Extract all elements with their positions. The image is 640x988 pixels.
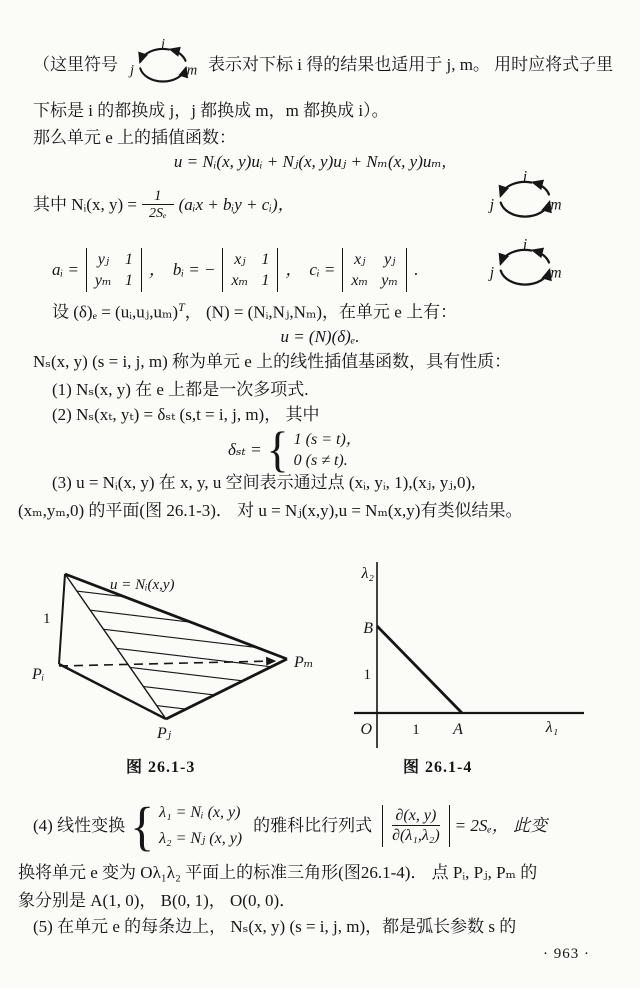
- point-b-label: B: [363, 620, 373, 637]
- cyclic-permutation-icon: [483, 235, 567, 299]
- det-cell: 1: [261, 271, 270, 289]
- delta-vector-line: [52, 300, 457, 323]
- cyclic-permutation-icon: [124, 35, 202, 95]
- formula-u-N-delta: u = (N)(δ)ₑ.: [280, 327, 360, 346]
- det-cell: 1: [124, 271, 133, 289]
- figure-26-1-4: [352, 556, 638, 754]
- tetrahedron-edges: [59, 574, 287, 719]
- formula-interpolation: u = Nᵢ(x, y)uᵢ + Nⱼ(x, y)uⱼ + Nₘ(x, y)uₘ,: [173, 152, 447, 171]
- vertex-label-pi: Pᵢ: [32, 666, 45, 683]
- det-b-lhs: bᵢ = −: [172, 260, 216, 280]
- height-label: 1: [43, 611, 51, 627]
- cycle-label-i: i: [522, 236, 528, 254]
- formula-determinants: [52, 240, 418, 300]
- intro-line2: 下标是 i 的都换成 j，j 都换成 m，m 都换成 i）。: [33, 101, 389, 120]
- det-cell: 1: [261, 250, 270, 268]
- intro-line3: 那么单元 e 上的插值函数：: [33, 128, 237, 147]
- det-cell: xⱼ: [354, 250, 366, 268]
- det-cell: xₘ: [351, 271, 369, 289]
- fraction-denominator: 2Sₑ: [142, 204, 174, 222]
- property-2: (2) Nₛ(xₜ, yₜ) = δₛₜ (s,t = i, j, m)， 其中: [52, 405, 320, 424]
- property-3-line1: (3) u = Nᵢ(x, y) 在 x, y, u 空间表示通过点 (xᵢ, yᵢ, 1),(xⱼ, yⱼ,0),: [52, 473, 476, 492]
- det-cell: yⱼ: [384, 250, 396, 268]
- jacobian-determinant: [382, 805, 450, 848]
- det-cell: 1: [124, 250, 133, 268]
- cycle-label-j: j: [130, 62, 135, 79]
- cycle-label-i: i: [160, 36, 166, 53]
- det-c-lhs: cᵢ =: [309, 260, 336, 280]
- fraction-1-over-2Se: [142, 188, 174, 223]
- plane-equation-label: u = Nᵢ(x,y): [110, 577, 175, 593]
- jacobian-denominator: ∂(λ₁,λ₂): [392, 827, 440, 844]
- vertex-label-pm: Pₘ: [294, 654, 314, 671]
- property-1: (1) Nₛ(x, y) 在 e 上都是一次多项式.: [52, 380, 309, 399]
- delta-case-1: 1 (s = t)，: [293, 431, 362, 448]
- formula-ni-suffix: (aᵢx + bᵢy + cᵢ)，: [178, 195, 295, 215]
- det-separator: ，: [285, 260, 303, 280]
- page-number: · 963 ·: [543, 946, 590, 962]
- property-4-line1: [33, 793, 547, 859]
- property-4-line3: 象分别是 A(1, 0)， B(0, 1)， O(0, 0)．: [18, 891, 297, 910]
- det-cell: yₘ: [381, 271, 399, 289]
- formula-ni: [33, 181, 295, 229]
- delta-line-post: ， (N) = (Nᵢ,Nⱼ,Nₘ)，在单元 e 上有：: [184, 302, 458, 322]
- jacobian-numerator: ∂(x, y): [395, 806, 437, 824]
- det-b-matrix: [222, 248, 278, 292]
- figure-3-caption: 图 26.1-3: [126, 759, 196, 776]
- x-tick-1: 1: [412, 722, 420, 738]
- intro-line1-prefix: （这里符号: [33, 55, 118, 75]
- det-a-lhs: aᵢ =: [52, 260, 79, 280]
- left-brace: {: [266, 422, 289, 478]
- cycle-label-j: j: [489, 264, 495, 282]
- kronecker-delta-definition: [228, 424, 362, 476]
- delta-cases: [294, 429, 362, 471]
- point-a-label: A: [453, 721, 463, 738]
- figure-4-caption: 图 26.1-4: [403, 759, 473, 776]
- delta-line-pre: 设 (δ)ₑ = (uᵢ,uⱼ,uₘ): [52, 302, 179, 322]
- fraction-numerator: 1: [154, 187, 162, 204]
- det-period: .: [414, 260, 419, 280]
- prop4-suffix: = 2Sₑ， 此变: [454, 816, 548, 836]
- det-a-matrix: [86, 248, 142, 292]
- delta-def-lhs: δₛₜ =: [228, 440, 262, 460]
- transform-case-2: λ₂ = Nⱼ (x, y): [159, 830, 243, 847]
- property-3-line2: (xₘ,yₘ,0) 的平面(图 26.1-3)． 对 u = Nⱼ(x,y),u = Nₘ(x,y)有类似结果。: [18, 501, 523, 520]
- y-axis-label: λ₂: [361, 565, 374, 582]
- transform-case-1: λ₁ = Nᵢ (x, y): [159, 804, 241, 821]
- delta-case-2: 0 (s ≠ t).: [293, 452, 348, 469]
- y-tick-1: 1: [363, 667, 371, 683]
- left-brace: {: [130, 795, 155, 856]
- cyclic-permutation-icon: [483, 167, 567, 231]
- intro-line1: [33, 34, 613, 96]
- property-4-line2: 换将单元 e 变为 Oλ₁λ₂ 平面上的标准三角形(图26.1-4)． 点 Pᵢ, Pⱼ, Pₘ 的: [18, 863, 538, 882]
- cycle-label-m: m: [186, 62, 198, 79]
- figure-26-1-3: [24, 556, 346, 750]
- det-c-matrix: [342, 248, 407, 292]
- origin-label: O: [360, 721, 372, 738]
- cycle-label-m: m: [550, 196, 562, 214]
- det-cell: xⱼ: [234, 250, 246, 268]
- basis-function-line: Nₛ(x, y) (s = i, j, m) 称为单元 e 上的线性插值基函数，具有性质：: [33, 352, 512, 371]
- x-axis-label: λ₁: [545, 719, 559, 736]
- cycle-label-j: j: [489, 196, 495, 214]
- cycle-label-m: m: [550, 264, 562, 282]
- transform-cases: [159, 800, 242, 852]
- det-cell: yₘ: [94, 271, 112, 289]
- formula-ni-prefix: 其中 Nᵢ(x, y) =: [33, 195, 137, 215]
- vertex-label-pj: Pⱼ: [157, 725, 171, 742]
- det-cell: yⱼ: [97, 250, 110, 268]
- cycle-label-i: i: [522, 168, 528, 186]
- property-5: (5) 在单元 e 的每条边上， Nₛ(x, y) (s = i, j, m)，都是弧长参数 s 的: [33, 917, 517, 936]
- hypotenuse-line: [377, 626, 462, 713]
- transpose-sup: T: [178, 300, 185, 314]
- intro-line1-suffix: 表示对下标 i 得的结果也适用于 j, m。 用时应将式子里: [208, 55, 614, 75]
- prop4-mid: 的雅科比行列式: [253, 816, 373, 836]
- det-separator: ，: [148, 260, 166, 280]
- prop4-prefix: (4) 线性变换: [33, 816, 126, 836]
- det-cell: xₘ: [231, 271, 249, 289]
